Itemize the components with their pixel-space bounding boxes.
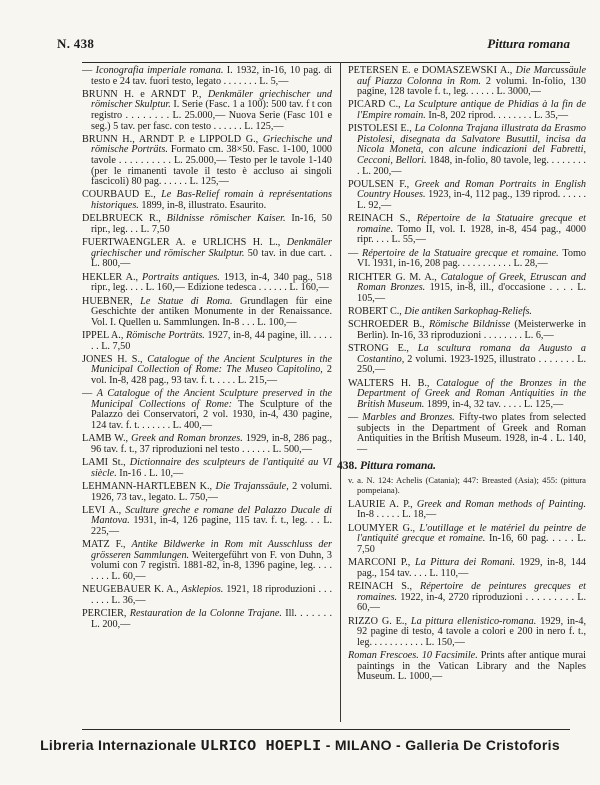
- bibliography-entry: [82, 482, 332, 503]
- entry-text: LAMB W.,: [82, 433, 132, 445]
- entry-text: POULSEN F.,: [348, 178, 415, 190]
- bibliography-entry: [348, 617, 586, 649]
- entry-text: Weitergeführt von F. von Duhn, 3 volumi con 7 registri. 1881-82, in-8, 1396 pagine, leg. . . . . . . . L. 60,—: [91, 549, 333, 583]
- entry-text: IPPEL A.,: [82, 329, 127, 341]
- entry-text: REINACH S.,: [348, 213, 417, 225]
- entry-text: PETERSEN E. e DOMASZEWSKI A.,: [348, 65, 516, 76]
- bibliography-entry: [348, 307, 586, 318]
- bibliography-entry: [82, 355, 332, 387]
- entry-text: 2 vol. In-8, 428 pag., 93 tav. f. t. . . . . L. 215,—: [91, 364, 333, 386]
- entry-title: Die Marcussäule auf Piazza Colonna in Rom.: [357, 65, 586, 87]
- entry-text: 1899, in-8, illustrato. Esaurito.: [138, 199, 267, 211]
- entry-text: DELBRUECK R.,: [82, 213, 167, 225]
- entry-text: PERCIER,: [82, 608, 130, 620]
- entry-title: Répertoire de la Statuaire grecque et romaine.: [357, 213, 586, 235]
- section-heading: [337, 461, 586, 472]
- entry-text: WALTERS H. B.,: [348, 377, 437, 389]
- entry-title: Antike Bildwerke in Rom mit Ausschluss der grösseren Sammlungen.: [91, 539, 332, 561]
- bibliography-entry: [348, 320, 586, 341]
- left-column: [82, 66, 332, 633]
- entry-text: —: [348, 412, 363, 424]
- entry-text: RIZZO G. E.,: [348, 615, 411, 627]
- bibliography-entry: [82, 389, 332, 431]
- bibliography-entry: [348, 582, 586, 614]
- entry-title: Greek and Roman bronzes.: [131, 433, 243, 445]
- bibliography-entry: [82, 506, 332, 538]
- entry-title: Catalogue of Greek, Etruscan and Roman Bronzes.: [357, 271, 587, 294]
- entry-title: Marbles and Bronzes.: [362, 412, 455, 424]
- entry-text: 2 volumi. In-folio, 130 pagine, 128 tavole f. t., leg. . . . . . L. 3000,—: [357, 75, 586, 98]
- entry-title: A Catalogue of the Ancient Sculpture preserved in the Municipal Collections of Rome:: [91, 388, 332, 410]
- entry-title: La scultura romana da Augusto a Costantino,: [357, 343, 586, 365]
- bibliography-entry: [82, 540, 332, 582]
- bibliography-entry: [82, 66, 332, 87]
- bibliography-entry: [82, 297, 332, 329]
- section-number: 438.: [337, 460, 358, 473]
- entry-title: L'outillage et le matériel du peintre de l'antiquité grecque et romaine.: [357, 522, 587, 545]
- entry-text: 2 volumi. 1923-1925, illustrato . . . . . . . L. 250,—: [357, 353, 586, 376]
- bibliography-entry: [82, 331, 332, 352]
- running-section-title: Pittura romana: [487, 36, 570, 51]
- entry-text: —: [82, 65, 96, 76]
- entry-title: Greek and Roman methods of Painting.: [416, 498, 586, 510]
- entry-text: 1929, in-8, 144 pag., 154 tav. . . . L. 110,—: [357, 557, 586, 579]
- entry-text: STRONG E.,: [348, 343, 418, 355]
- column-divider: [340, 62, 341, 722]
- entry-title: Asklepios.: [181, 584, 224, 596]
- section-title: Pittura romana.: [360, 460, 437, 473]
- bibliography-entry: [82, 434, 332, 455]
- footer-suffix: - MILANO - Galleria De Cristoforis: [325, 737, 560, 753]
- page-header: [57, 36, 570, 56]
- entry-text: Grundlagen für eine Geschichte der antiken Monumente in der Renaissance. Vol. I. Quellen u. Sammlungen. In-8 . . . L. 100,—: [91, 295, 332, 328]
- entry-text: MATZ F.,: [82, 539, 132, 551]
- entry-title: Répertoire de peintures grecques et romaines.: [357, 581, 586, 603]
- entry-text: PISTOLESI E.,: [348, 123, 415, 135]
- entry-title: Le Bas-Relief romain à représentations historiques.: [91, 189, 332, 211]
- entry-title: Le Statue di Roma.: [140, 295, 233, 307]
- footer-prefix: Libreria Internazionale: [40, 737, 197, 753]
- entry-text: I. Serie (Fasc. 1 a 100): 500 tav. f t con registro . . . . . . . . L. 25.000,— Nuova Serie (Fasc 101 e seg.) 5 tav. per fasc. con testo . . . . . . L. 125,—: [91, 99, 332, 132]
- entry-title: Bildnisse römischer Kaiser.: [166, 213, 286, 225]
- entry-text: 1915, in-8, ill., d'occasione . . . . L. 105,—: [357, 282, 586, 304]
- entry-text: ROBERT C.,: [348, 306, 405, 318]
- bibliography-entry: [348, 524, 586, 556]
- bibliography-entry: [82, 214, 332, 235]
- bibliography-entry: [348, 413, 586, 455]
- footer-publisher: ULRICO HOEPLI: [200, 738, 322, 755]
- entry-title: Répertoire de la Statuaire grecque et romaine.: [362, 247, 559, 259]
- entry-title: Sculture greche e romane del Palazzo Ducale di Mantova.: [91, 504, 332, 527]
- entry-title: Dictionnaire des sculpteurs de l'antiquité au VI siècle.: [91, 457, 332, 479]
- entry-text: LEVI A.,: [82, 504, 126, 516]
- entry-text: I. 1932, in-16, 10 pag. di testo e 24 tav. fuori testo, legato . . . . . . . L. 5,—: [91, 65, 332, 87]
- entry-text: In-16, 60 pag. . . . . L. 7,50: [357, 533, 586, 555]
- bibliography-entry: [348, 180, 586, 212]
- bibliography-entry: [348, 651, 586, 683]
- entry-text: 1923, in-4, 112 pag., 139 riprod. . . . . . L. 92,—: [357, 189, 587, 211]
- entry-text: 1922, in-4, 2720 riproduzioni . . . . . . . . . L. 60,—: [357, 591, 586, 614]
- entry-title: Restauration de la Colonne Trajane.: [129, 608, 282, 620]
- entry-text: RICHTER G. M. A.,: [348, 271, 441, 283]
- entry-title: Catalogue of the Bronzes in the Department of Greek and Roman Antiquities in the British Museum.: [357, 377, 586, 410]
- bibliography-entry: [82, 585, 332, 606]
- entry-text: In-16, 50 ripr., leg. . . L. 7,50: [91, 213, 332, 235]
- bibliography-entry: [348, 344, 586, 376]
- page-footer: [0, 737, 600, 755]
- entry-title: Römische Porträts.: [126, 329, 205, 341]
- page-number: N. 438: [57, 36, 95, 51]
- entry-text: FUERTWAENGLER A. e URLICHS H. L.,: [82, 237, 287, 249]
- entry-text: HUEBNER,: [82, 295, 141, 307]
- entry-text: 1927, in-8, 44 pagine, ill. . . . . . . L. 7,50: [91, 329, 332, 352]
- entry-title: La Sculpture antique de Phidias à la fin de l'Empire romain.: [357, 99, 586, 121]
- entry-text: In-8 . . . . . L. 18,—: [357, 509, 437, 521]
- entry-text: BRUNN H. e ARNDT P.,: [82, 88, 208, 100]
- entry-text: BRUNN H., ARNDT P. e LIPPOLD G.,: [82, 133, 263, 145]
- bibliography-entry: [82, 609, 332, 630]
- entry-text: 1913, in-4, 340 pag., 518 ripr., leg. . . . L. 160,— Edizione tedesca . . . . . . L. 160,—: [91, 271, 332, 294]
- entry-text: SCHROEDER B.,: [348, 319, 429, 331]
- entry-text: 1931, in-4, 126 pagine, 115 tav. f. t., leg. . . L. 225,—: [91, 515, 332, 538]
- entry-text: REINACH S.,: [348, 581, 420, 593]
- entry-text: 1899, in-4, 32 tav. . . . . L. 125,—: [424, 398, 564, 410]
- entry-text: LAMI St.,: [82, 457, 130, 469]
- entry-title: Römische Bildnisse: [428, 319, 511, 331]
- bibliography-entry: [348, 273, 586, 305]
- entry-title: La pittura ellenistico-romana.: [410, 615, 537, 627]
- entry-title: Roman Frescoes. 10 Facsimile.: [348, 650, 478, 661]
- entry-title: La Pittura dei Romani.: [414, 557, 516, 569]
- entry-title: Denkmäler griechischer und römischer Skulptur.: [91, 237, 332, 259]
- entry-text: PICARD C.,: [348, 99, 405, 111]
- bibliography-entry: [82, 238, 332, 270]
- bibliography-entry: [82, 458, 332, 479]
- section-cross-reference: v. a. N. 124: Achelis (Catania); 447: Breasted (Asia); 455: (pittura pompeiana).: [348, 474, 586, 495]
- entry-title: Denkmäler griechischer und römischer Skulptur.: [91, 88, 332, 111]
- entry-text: Tomo II, vol. I. 1928, in-8, 454 pag., 4000 ripr. . . . L. 55,—: [357, 223, 586, 246]
- entry-text: Fifty-two plates from selected subjects in the Department of Greek and Roman Antiquities in the British Museum. 1928, in-4 . L. 140,—: [357, 412, 587, 455]
- entry-title: Die Trajanssäule,: [215, 481, 289, 493]
- entry-text: 1848, in-folio, 80 tavole, leg. . . . . . . . . L. 200,—: [357, 154, 586, 177]
- entry-title: Die antiken Sarkophag-Reliefs.: [404, 306, 532, 318]
- entry-text: Prints after antique murai paintings in the Vatican Library and the Naples Museum. L. 1000,—: [357, 650, 587, 683]
- entry-text: JONES H. S.,: [82, 353, 148, 365]
- entry-text: LEHMANN-HARTLEBEN K.,: [82, 481, 216, 493]
- entry-title: Portraits antiques.: [142, 271, 220, 283]
- entry-text: —: [82, 388, 97, 400]
- bibliography-entry: [348, 249, 586, 270]
- entry-text: —: [348, 247, 363, 259]
- bibliography-entry: [348, 379, 586, 411]
- footer-rule: [82, 729, 570, 730]
- entry-text: (Meisterwerke in Berlin). In-16, 33 riproduzioni . . . . . . . . L. 6,—: [357, 319, 586, 341]
- right-column: [337, 65, 587, 685]
- entry-title: Iconografia imperiale romana.: [95, 65, 224, 76]
- bibliography-entry: [82, 190, 332, 211]
- entry-text: In-16 . L. 10,—: [116, 467, 184, 479]
- bibliography-entry: [348, 66, 586, 98]
- bibliography-entry: [348, 124, 586, 177]
- bibliography-entry: [348, 100, 586, 121]
- entry-text: 2 volumi. 1926, 73 tav., legato. L. 750,—: [91, 481, 333, 503]
- entry-title: La Colonna Trajana illustrata da Erasmo Pistolesi, disegnata da Salvatore Busuttil, incisa da Nicola Moneta, con alcune indicazioni del Fabretti, Cecconi, Bellori.: [357, 123, 586, 166]
- entry-title: Greek and Roman Portraits in English Country Houses.: [357, 178, 587, 201]
- entry-text: LAURIE A. P.,: [348, 498, 417, 510]
- entry-text: LOUMYER G.,: [348, 522, 420, 534]
- entry-text: NEUGEBAUER K. A.,: [82, 584, 182, 596]
- header-rule: [82, 62, 570, 63]
- entry-text: The Sculpture of the Palazzo dei Conservatori, 2 vol. 1930, in-4, 430 pagine, 124 tav. f. t. . . . . . . L. 400,—: [91, 398, 332, 431]
- entry-text: COURBAUD E.,: [82, 189, 162, 201]
- entry-text: In-8, 202 riprod. . . . . . . . L. 35,—: [425, 109, 569, 121]
- entry-text: 1929, in-4, 92 pagine di testo, 4 tavole a colori e 200 in nero f. t., leg. . . . . . . . . . . L. 150,—: [357, 615, 586, 648]
- bibliography-entry: [348, 558, 586, 579]
- entry-title: Griechische und römische Porträts.: [91, 133, 332, 156]
- entry-text: 1921, 18 riproduzioni . . . . . . . L. 36,—: [91, 584, 332, 606]
- entry-text: Formato cm. 38×50. Fasc. 1-100, 1000 tavole . . . . . . . . . . L. 25.000,— Testo per le tavole 1-140 (per le rimanenti tavole il testo è accluso ai singoli fascicoli) 80 pag. . . . . . L. 125,—: [91, 144, 333, 188]
- entry-text: Ill. . . . . . . L. 200,—: [91, 608, 332, 630]
- entry-text: 1929, in-8, 286 pag., 96 tav. f. t., 37 riproduzioni nel testo . . . . . . L. 500,—: [91, 433, 332, 455]
- entry-text: MARCONI P.,: [348, 557, 415, 569]
- bibliography-entry: [348, 500, 586, 521]
- entry-title: Catalogue of the Ancient Sculptures in the Municipal Collection of Rome: The Museo Capitolino,: [91, 353, 333, 376]
- bibliography-entry: [348, 214, 586, 246]
- entry-text: 50 tav. in due cart. . L. 800,—: [91, 247, 332, 270]
- bibliography-entry: [82, 135, 332, 188]
- bibliography-entry: [82, 273, 332, 294]
- entry-text: HEKLER A.,: [82, 271, 143, 283]
- bibliography-entry: [82, 90, 332, 132]
- entry-text: Tomo VI. 1931, in-16, 208 pag. . . . . . . . . . . L. 28,—: [357, 247, 586, 270]
